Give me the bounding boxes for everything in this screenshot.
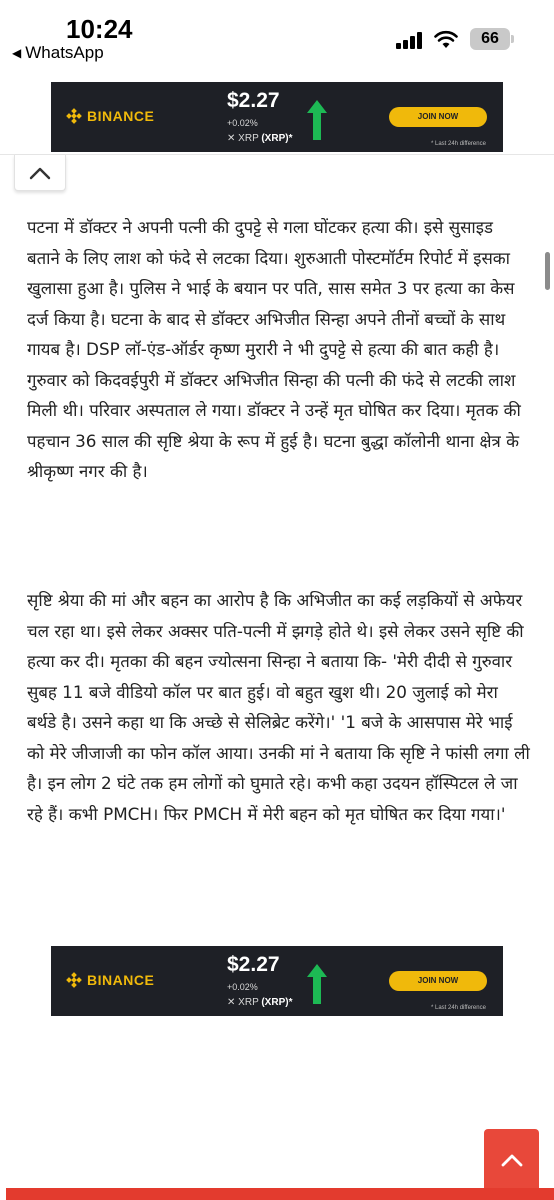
coin-ticker: (XRP)*: [261, 997, 293, 1008]
wifi-icon: [434, 29, 458, 49]
up-arrow-icon: [307, 100, 327, 140]
xrp-icon: ✕: [227, 997, 236, 1008]
binance-brand: BINANCE: [87, 972, 155, 988]
xrp-change: +0.02%: [227, 118, 258, 128]
binance-diamond-icon: [66, 108, 82, 124]
signal-icon: [396, 31, 424, 49]
xrp-price: $2.27: [227, 953, 280, 976]
xrp-coin: [227, 133, 292, 144]
back-app-label: WhatsApp: [25, 43, 104, 62]
binance-ad-banner-bottom[interactable]: [51, 946, 503, 1016]
coin-ticker: (XRP)*: [261, 133, 293, 144]
battery-tip: [511, 35, 514, 43]
chevron-up-icon: [29, 166, 51, 180]
collapse-ad-button[interactable]: [14, 155, 66, 191]
xrp-price: $2.27: [227, 89, 280, 112]
coin-name: XRP: [238, 997, 259, 1008]
scrollbar-thumb[interactable]: [545, 252, 550, 290]
xrp-change: +0.02%: [227, 982, 258, 992]
binance-logo: [66, 972, 154, 988]
join-now-button[interactable]: JOIN NOW: [389, 107, 487, 127]
back-to-app-link[interactable]: [12, 43, 104, 63]
up-arrow-icon: [307, 964, 327, 1004]
binance-logo: [66, 108, 154, 124]
back-triangle-icon: ◀: [12, 46, 22, 60]
xrp-icon: ✕: [227, 133, 236, 144]
ad-footnote: * Last 24h difference: [431, 1005, 486, 1011]
article-paragraph-1: पटना में डॉक्टर ने अपनी पत्नी की दुपट्टे से गला घोंटकर हत्या की। इसे सुसाइड बताने के लिए लाश को फंदे से लटका दिया। शुरुआती पोस्टमॉर्टम रिपोर्ट में इसका खुलासा हुआ है। पुलिस ने भाई के बयान पर पति, सास समेत 3 पर हत्या का केस दर्ज किया है। घटना के बाद से डॉक्टर अभिजीत सिन्हा अपने तीनों बच्चों के साथ गायब है। DSP लॉ-एंड-ऑर्डर कृष्ण मुरारी ने भी दुपट्टे से हत्या की बात कही है। गुरुवार को किदवईपुरी में डॉक्टर अभिजीत सिन्हा की पत्नी की फंदे से लटकी लाश मिली थी। परिवार अस्पताल ले गया। डॉक्टर ने उन्हें मृत घोषित कर दिया। मृतक की पहचान 36 साल की सृष्टि श्रेया के रूप में हुई है। घटना बुद्धा कॉलोनी थाना क्षेत्र के श्रीकृष्ण नगर की है।: [27, 217, 521, 481]
chevron-up-icon: [500, 1152, 524, 1168]
ad-footnote: * Last 24h difference: [431, 141, 486, 147]
status-time: 10:24: [66, 14, 133, 44]
bottom-accent-bar: [0, 1188, 554, 1200]
binance-diamond-icon: [66, 972, 82, 988]
binance-ad-banner-top[interactable]: [51, 82, 503, 152]
divider: [0, 154, 554, 155]
status-bar: [0, 0, 554, 70]
battery-icon: 66: [470, 28, 510, 50]
article-paragraph-2: सृष्टि श्रेया की मां और बहन का आरोप है कि अभिजीत का कई लड़कियों से अफेयर चल रहा था। इसे लेकर अक्सर पति-पत्नी में झगड़े होते थे। इसे लेकर उसने सृष्टि की हत्या कर दी। मृतका की बहन ज्योत्सना सिन्हा ने बताया कि- 'मेरी दीदी से गुरुवार सुबह 11 बजे वीडियो कॉल पर बात हुई। वो बहुत खुश थी। 20 जुलाई को मेरा बर्थडे है। उसने कहा था कि अच्छे से सेलिब्रेट करेंगे।' '1 बजे के आसपास मेरे भाई को मेरे जीजाजी का फोन कॉल आया। उनकी मां ने बताया कि सृष्टि ने फांसी लगा ली है। इन लोग 2 घंटे तक हम लोगों को घुमाते रहे। कभी कहा उदयन हॉस्पिटल ले जा रहे हैं। कभी PMCH। फिर PMCH में मेरी बहन को मृत घोषित कर दिया गया।': [27, 590, 530, 824]
scroll-to-top-button[interactable]: [484, 1129, 539, 1191]
join-now-button[interactable]: JOIN NOW: [389, 971, 487, 991]
xrp-coin: [227, 997, 292, 1008]
coin-name: XRP: [238, 133, 259, 144]
binance-brand: BINANCE: [87, 108, 155, 124]
